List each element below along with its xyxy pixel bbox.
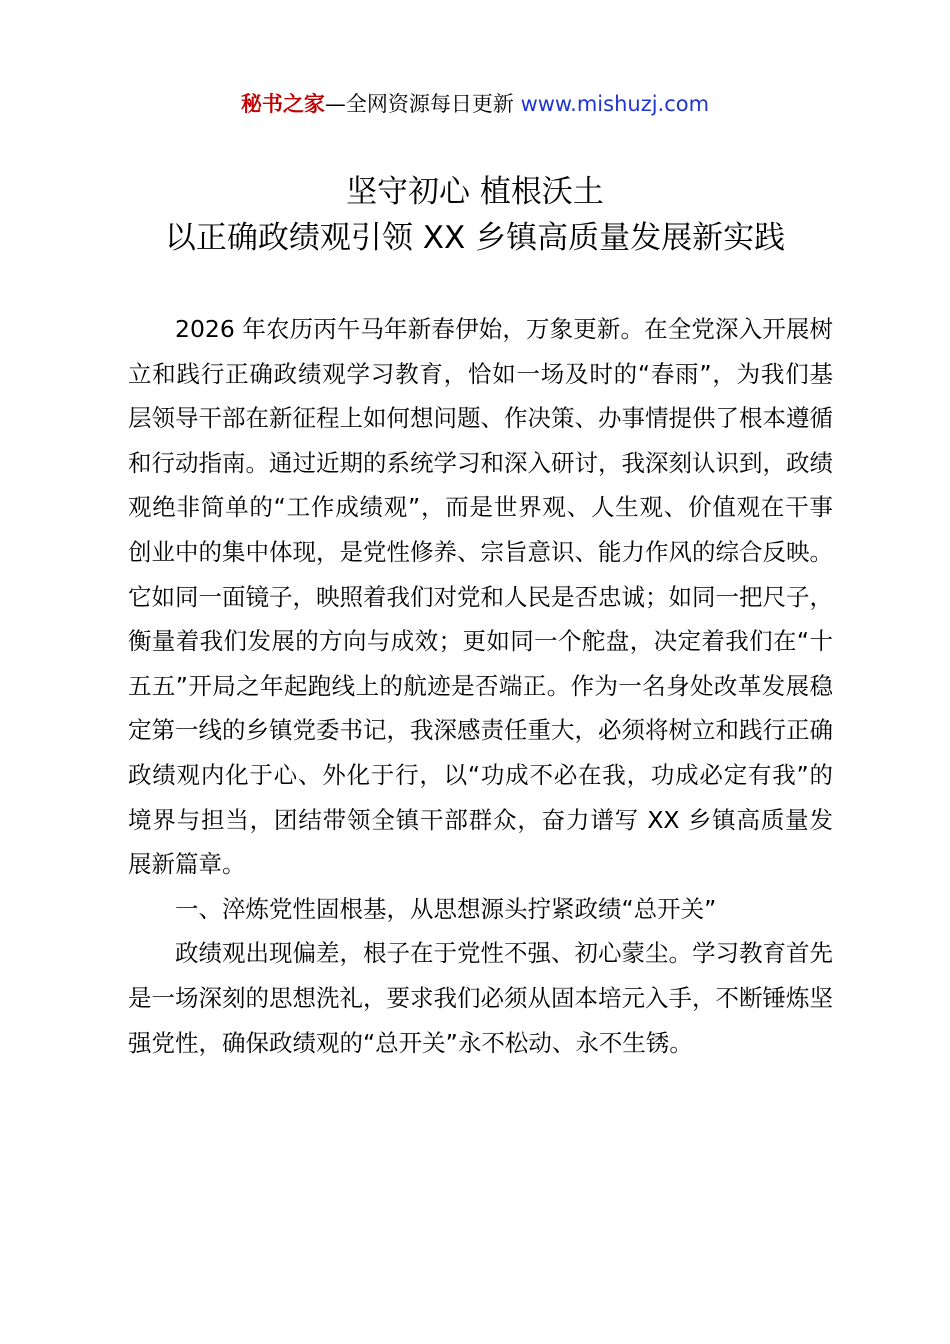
document-body [128, 307, 833, 1065]
intro-paragraph: 2026 年农历丙午马年新春伊始，万象更新。在全党深入开展树立和践行正确政绩观学习教育，恰如一场及时的“春雨”，为我们基层领导干部在新征程上如何想问题、作决策、办事情提供了根本遵循和行动指南。通过近期的系统学习和深入研讨，我深刻认识到，政绩观绝非简单的“工作成绩观”，而是世界观、人生观、价值观在干事创业中的集中体现，是党性修养、宗旨意识、能力作风的综合反映。它如同一面镜子，映照着我们对党和人民是否忠诚；如同一把尺子，衡量着我们发展的方向与成效；更如同一个舵盘，决定着我们在“十五五”开局之年起跑线上的航迹是否端正。作为一名身处改革发展稳定第一线的乡镇党委书记，我深感责任重大，必须将树立和践行正确政绩观内化于心、外化于行，以“功成不必在我，功成必定有我”的境界与担当，团结带领全镇干部群众，奋力谱写 XX 乡镇高质量发展新篇章。 [128, 315, 833, 879]
brand-name: 秘书之家 [240, 92, 325, 116]
site-url-link[interactable]: www.mishuzj.com [520, 92, 710, 116]
header-tagline: —全网资源每日更新 [324, 92, 521, 116]
document-title-line-1: 坚守初心 植根沃土 [346, 174, 604, 210]
section-heading: 一、淬炼党性固根基，从思想源头拧紧政绩“总开关” [175, 894, 717, 923]
document-title-line-2: 以正确政绩观引领 XX 乡镇高质量发展新实践 [164, 220, 786, 256]
page-header [0, 88, 950, 120]
body-paragraph: 政绩观出现偏差，根子在于党性不强、初心蒙尘。学习教育首先是一场深刻的思想洗礼，要求我们必须从固本培元入手，不断锤炼坚强党性，确保政绩观的“总开关”永不松动、永不生锈。 [128, 939, 833, 1057]
